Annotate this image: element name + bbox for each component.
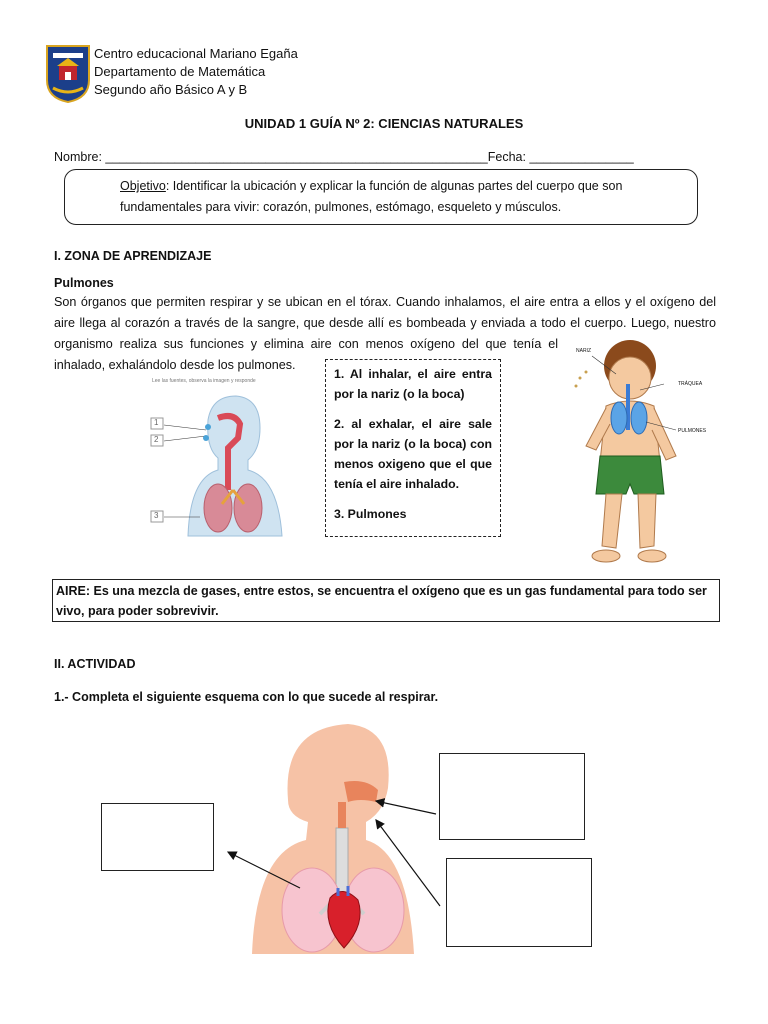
paragraph-line: organismo realiza sus funciones y elimina aire con menos oxígeno del que tenía el <box>54 337 558 351</box>
info-item-3: 3. Pulmones <box>334 507 407 521</box>
header-school: Centro educacional Mariano Egaña <box>94 46 298 61</box>
header-department: Departamento de Matemática <box>94 64 266 79</box>
info-item-2: 2. al exhalar, el aire sale por la nariz (o la boca) con menos oxigeno que el que tenía el aire inhalado. <box>334 417 492 491</box>
paragraph-line: aire llega al corazón a través de la sangre, que desde allí es bombeada y enviada a todo el cuerpo. Luego, nuestro <box>54 316 716 330</box>
page-title: UNIDAD 1 GUÍA Nº 2: CIENCIAS NATURALES <box>244 116 524 131</box>
answer-box-lower-right[interactable] <box>446 858 592 947</box>
figure-caption: Lee las fuentes, observa la imagen y responde <box>152 378 256 384</box>
diagram-label-1: 1 <box>154 418 159 427</box>
objetivo-text: Objetivo: Identificar la ubicación y explicar la función de algunas partes del cuerpo que son fundamentales para vivir: corazón, pulmones, estómago, esqueleto y músculos. <box>120 179 623 214</box>
arrow-from-upper-right-box <box>376 801 436 814</box>
paragraph-line: inhalado, exhalándolo desde los pulmones. <box>54 358 296 372</box>
section-heading-1: I. ZONA DE APRENDIZAJE <box>54 249 212 263</box>
answer-box-upper-right[interactable] <box>439 753 585 840</box>
arrow-from-lower-right-box <box>376 820 440 906</box>
illustration-label-traquea: TRÁQUEA <box>678 381 703 387</box>
diagram-label-2: 2 <box>154 435 159 444</box>
activity-instruction: 1.- Completa el siguiente esquema con lo que sucede al respirar. <box>54 690 439 704</box>
section-heading-2: II. ACTIVIDAD <box>54 657 136 671</box>
subtitle-pulmones: Pulmones <box>54 276 114 290</box>
arrow-to-left-box <box>228 852 300 888</box>
aire-definition-box: AIRE: Es una mezcla de gases, entre estos, se encuentra el oxígeno que es un gas fundamental para todo ser vivo, para poder sobrevivir. <box>52 579 720 622</box>
objetivo-label: Objetivo <box>120 179 166 193</box>
info-item-1: 1. Al inhalar, el aire entra por la nariz (o la boca) <box>334 367 492 401</box>
illustration-label-nariz: NARIZ <box>576 348 591 354</box>
illustration-label-pulmones: PULMONES <box>678 428 707 434</box>
header-course: Segundo año Básico A y B <box>94 82 248 97</box>
diagram-label-3: 3 <box>154 511 159 520</box>
paragraph-line: Son órganos que permiten respirar y se ubican en el tórax. Cuando inhalamos, el aire entra a ellos y el oxígeno del <box>54 295 716 309</box>
answer-box-left[interactable] <box>101 803 214 871</box>
nombre-fecha-line: Nombre: _______________________________________________________Fecha: _______________ <box>54 150 634 164</box>
